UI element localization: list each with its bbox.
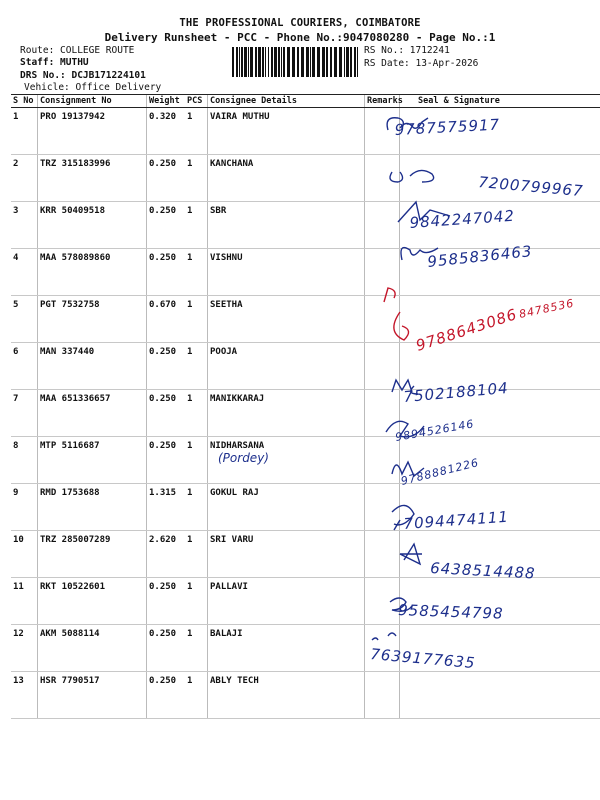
row-consignment: MTP 5116687 bbox=[38, 437, 147, 484]
row-consignment: PRO 19137942 bbox=[38, 108, 147, 155]
row-signature-cell bbox=[400, 296, 600, 343]
row-remarks bbox=[365, 531, 400, 578]
row-signature-cell bbox=[400, 390, 600, 437]
table-row bbox=[11, 672, 600, 719]
row-consignee: VAIRA MUTHU bbox=[208, 108, 365, 155]
rs-number: RS No.: 1712241 bbox=[364, 45, 450, 56]
row-signature-cell bbox=[397, 578, 600, 625]
signature-phone: 7639177635 bbox=[369, 645, 477, 673]
signature-phone: 9788643086 bbox=[413, 305, 520, 355]
row-signature-cell bbox=[400, 437, 600, 484]
barcode-bar bbox=[283, 47, 285, 77]
barcode-bar bbox=[326, 47, 328, 77]
col-header-remarks: Remarks bbox=[365, 95, 400, 108]
row-weight: 2.620 bbox=[147, 531, 186, 578]
row-weight: 0.250 bbox=[147, 249, 186, 296]
barcode-bar bbox=[310, 47, 311, 77]
barcode-bar bbox=[248, 47, 249, 77]
table-row bbox=[11, 296, 600, 343]
row-consignee: SBR bbox=[208, 202, 365, 249]
company-title: THE PROFESSIONAL COURIERS, COIMBATORE bbox=[179, 17, 421, 29]
row-sno: 2 bbox=[11, 155, 38, 202]
row-consignee: ABLY TECH bbox=[208, 672, 365, 719]
barcode-bar bbox=[301, 47, 304, 77]
barcode-bar bbox=[241, 47, 243, 77]
row-sno: 3 bbox=[11, 202, 38, 249]
row-consignee: MANIKKARAJ bbox=[208, 390, 365, 437]
row-signature-cell bbox=[400, 625, 600, 672]
row-consignment: MAA 578089860 bbox=[38, 249, 147, 296]
barcode-bar bbox=[287, 47, 290, 77]
row-sno: 5 bbox=[11, 296, 38, 343]
barcode-bar bbox=[265, 47, 266, 77]
row-remarks bbox=[365, 202, 400, 249]
row-consignment: PGT 7532758 bbox=[38, 296, 147, 343]
barcode-bar bbox=[250, 47, 253, 77]
row-sno: 9 bbox=[11, 484, 38, 531]
signature-phone: 7094474111 bbox=[403, 507, 510, 533]
barcode-bar bbox=[268, 47, 269, 77]
row-weight: 0.250 bbox=[147, 578, 186, 625]
row-signature-cell bbox=[400, 155, 600, 202]
row-weight: 0.250 bbox=[147, 202, 186, 249]
row-consignment: MAN 337440 bbox=[38, 343, 147, 390]
row-consignee: GOKUL RAJ bbox=[208, 484, 365, 531]
row-weight: 0.250 bbox=[147, 155, 186, 202]
table-row bbox=[11, 625, 600, 672]
row-pcs: 1 bbox=[185, 202, 208, 249]
row-pcs: 1 bbox=[185, 672, 208, 719]
row-remarks bbox=[365, 437, 400, 484]
row-consignment: HSR 7790517 bbox=[38, 672, 147, 719]
row-consignment: TRZ 315183996 bbox=[38, 155, 147, 202]
barcode-bar bbox=[271, 47, 273, 77]
barcode-bar bbox=[350, 47, 352, 77]
row-signature-cell bbox=[400, 202, 600, 249]
barcode-bar bbox=[255, 47, 257, 77]
row-weight: 1.315 bbox=[147, 484, 186, 531]
barcode-bar bbox=[346, 47, 349, 77]
row-remarks bbox=[365, 390, 400, 437]
row-pcs: 1 bbox=[185, 625, 208, 672]
col-header-signature: Seal & Signature bbox=[400, 95, 600, 108]
staff-label: Staff: MUTHU bbox=[20, 57, 89, 68]
barcode-bar bbox=[357, 47, 358, 77]
row-remarks bbox=[365, 343, 400, 390]
barcode-bar bbox=[274, 47, 277, 77]
row-consignee: BALAJI bbox=[208, 625, 365, 672]
barcode-bar bbox=[317, 47, 320, 77]
barcode-bar bbox=[344, 47, 345, 77]
barcode-bar bbox=[236, 47, 238, 77]
signature-phone: 9585836463 bbox=[426, 242, 534, 271]
table-row bbox=[11, 531, 600, 578]
table-row bbox=[11, 249, 600, 296]
row-pcs: 1 bbox=[185, 296, 208, 343]
row-signature-cell bbox=[400, 484, 600, 531]
row-signature-cell bbox=[400, 108, 600, 155]
barcode-bar bbox=[322, 47, 325, 77]
row-pcs: 1 bbox=[185, 484, 208, 531]
row-weight: 0.250 bbox=[147, 672, 186, 719]
row-sno: 10 bbox=[11, 531, 38, 578]
row-consignment: KRR 50409518 bbox=[38, 202, 147, 249]
barcode-bar bbox=[244, 47, 247, 77]
row-signature-cell bbox=[400, 249, 600, 296]
table-row bbox=[11, 437, 600, 484]
drs-number: DRS No.: DCJB171224101 bbox=[20, 70, 146, 81]
barcode-bar bbox=[258, 47, 261, 77]
table-row bbox=[11, 390, 600, 437]
row-sno: 8 bbox=[11, 437, 38, 484]
row-consignee: PALLAVI bbox=[208, 578, 365, 625]
row-remarks bbox=[365, 672, 400, 719]
barcode-bar bbox=[339, 47, 342, 77]
route-label: Route: COLLEGE ROUTE bbox=[20, 45, 135, 56]
row-consignment: MAA 651336657 bbox=[38, 390, 147, 437]
barcode-bar bbox=[239, 47, 240, 77]
row-sno: 7 bbox=[11, 390, 38, 437]
row-remarks bbox=[365, 296, 400, 343]
signature-phone: 9585454798 bbox=[397, 601, 504, 623]
table-header-row bbox=[11, 95, 600, 108]
col-header-consignee: Consignee Details bbox=[208, 95, 365, 108]
row-signature-cell bbox=[400, 343, 600, 390]
table-row bbox=[11, 155, 600, 202]
barcode-bar bbox=[232, 47, 234, 77]
vehicle-label: Vehicle: Office Delivery bbox=[24, 82, 162, 93]
col-header-pcs: PCS bbox=[185, 95, 208, 108]
row-weight: 0.670 bbox=[147, 296, 186, 343]
row-pcs: 1 bbox=[185, 249, 208, 296]
barcode-bar bbox=[262, 47, 264, 77]
row-remarks bbox=[365, 484, 400, 531]
barcode-bar bbox=[330, 47, 332, 77]
handwritten-note: (Pordey) bbox=[218, 451, 269, 465]
row-remarks bbox=[365, 249, 400, 296]
row-weight: 0.250 bbox=[147, 343, 186, 390]
row-pcs: 1 bbox=[185, 578, 208, 625]
runsheet-table bbox=[11, 94, 600, 719]
row-pcs: 1 bbox=[185, 531, 208, 578]
row-consignee: VISHNU bbox=[208, 249, 365, 296]
row-sno: 1 bbox=[11, 108, 38, 155]
barcode-bar bbox=[281, 47, 282, 77]
barcode-bar bbox=[334, 47, 337, 77]
table-row bbox=[11, 343, 600, 390]
row-sno: 13 bbox=[11, 672, 38, 719]
table-row bbox=[11, 108, 600, 155]
col-header-weight: Weight bbox=[147, 95, 186, 108]
barcode-bar bbox=[297, 47, 299, 77]
table-row bbox=[11, 202, 600, 249]
row-sno: 6 bbox=[11, 343, 38, 390]
row-consignee: SRI VARU bbox=[208, 531, 365, 578]
row-weight: 0.250 bbox=[147, 625, 186, 672]
row-weight: 0.250 bbox=[147, 390, 186, 437]
col-header-sno: S No bbox=[11, 95, 38, 108]
row-consignee: POOJA bbox=[208, 343, 365, 390]
row-consignee bbox=[208, 437, 365, 484]
barcode-image bbox=[232, 47, 360, 77]
row-consignee: SEETHA bbox=[208, 296, 365, 343]
barcode-bar bbox=[312, 47, 315, 77]
signature-phone: 6438514488 bbox=[429, 559, 537, 583]
row-remarks bbox=[365, 578, 400, 625]
signature-phone: 9894526146 bbox=[394, 417, 476, 444]
row-pcs: 1 bbox=[185, 390, 208, 437]
row-signature-cell bbox=[400, 531, 600, 578]
row-pcs: 1 bbox=[185, 108, 208, 155]
row-remarks bbox=[365, 108, 400, 155]
rs-date: RS Date: 13-Apr-2026 bbox=[364, 58, 479, 69]
signature-phone: 9788881226 bbox=[399, 455, 481, 488]
signature-phone: 8478536 bbox=[517, 296, 576, 321]
row-consignee: KANCHANA bbox=[208, 155, 365, 202]
barcode-bar bbox=[354, 47, 356, 77]
row-pcs: 1 bbox=[185, 437, 208, 484]
col-header-consignment: Consignment No bbox=[38, 95, 147, 108]
signature-phone: 9787575917 bbox=[394, 115, 501, 139]
runsheet-subtitle: Delivery Runsheet - PCC - Phone No.:9047080280 - Page No.:1 bbox=[104, 31, 496, 44]
row-pcs: 1 bbox=[185, 343, 208, 390]
row-pcs: 1 bbox=[185, 155, 208, 202]
row-consignment: RMD 1753688 bbox=[38, 484, 147, 531]
table-row bbox=[11, 578, 600, 625]
row-consignment: AKM 5088114 bbox=[38, 625, 147, 672]
row-sno: 11 bbox=[11, 578, 38, 625]
barcode-bar bbox=[292, 47, 295, 77]
row-sno: 12 bbox=[11, 625, 38, 672]
barcode-bar bbox=[306, 47, 309, 77]
signature-phone: 7200799967 bbox=[477, 173, 585, 201]
signature-phone: 9842247042 bbox=[409, 206, 516, 232]
row-consignment: TRZ 285007289 bbox=[38, 531, 147, 578]
row-sno: 4 bbox=[11, 249, 38, 296]
consignee-name: NIDHARSANA bbox=[210, 441, 265, 451]
table-row bbox=[11, 484, 600, 531]
row-signature-cell bbox=[400, 672, 600, 719]
barcode-bar bbox=[278, 47, 280, 77]
row-remarks bbox=[365, 155, 400, 202]
row-remarks bbox=[365, 625, 400, 672]
signature-phone: 7502188104 bbox=[402, 378, 510, 406]
row-consignment: RKT 10522601 bbox=[38, 578, 147, 625]
row-weight: 0.250 bbox=[147, 437, 186, 484]
row-weight: 0.320 bbox=[147, 108, 186, 155]
